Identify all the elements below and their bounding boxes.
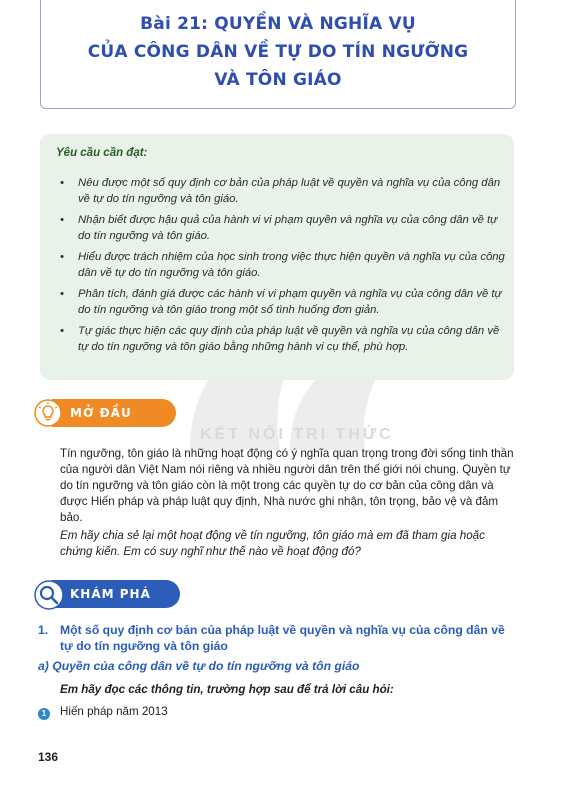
requirements-list (58, 176, 506, 361)
lesson-title-line3: VÀ TÔN GIÁO (214, 70, 342, 90)
watermark-text: KẾT NỐI TRI THỨC (200, 426, 394, 443)
requirement-item: • Phân tích, đánh giá được các hành vi vi phạm quyền và nghĩa vụ của công dân về tự do tín ngưỡng và tôn giáo trong một số tình huống đơn giản. (60, 288, 502, 316)
source-item (38, 705, 168, 720)
instruction-text: Em hãy đọc các thông tin, trường hợp sau để trả lời câu hỏi: (60, 683, 394, 696)
bullet-icon: • (60, 214, 64, 226)
section-title: Một số quy định cơ bản của pháp luật về quyền và nghĩa vụ của công dân về tự do tín ngưỡng và tôn giáo (60, 623, 505, 653)
magnifier-icon (34, 580, 64, 610)
intro-paragraph: Tín ngưỡng, tôn giáo là những hoạt động có ý nghĩa quan trọng trong đời sống tinh thần của người dân Việt Nam nói riêng và nhiều người dân trên thế giới nói chung. Quyền tự do tín ngưỡng và tôn giáo còn là một trong các quyền tự do cơ bản của công dân và được Hiến pháp và pháp luật quy định, Nhà nước ghi nhận, tôn trọng, bảo vệ và đảm bảo. (60, 447, 514, 524)
intro-question: Em hãy chia sẻ lại một hoạt động về tín ngưỡng, tôn giáo mà em đã tham gia hoặc chứng kiến. Em có suy nghĩ như thế nào về hoạt động đó? (60, 529, 485, 558)
subsection-heading: a) Quyền của công dân về tự do tín ngưỡng và tôn giáo (38, 659, 360, 673)
bullet-icon: • (60, 325, 64, 337)
section-number: 1. (38, 623, 49, 637)
kham-pha-label: KHÁM PHÁ (52, 580, 180, 608)
info-number-icon: 1 (38, 708, 50, 720)
requirement-item: • Nêu được một số quy định cơ bản của pháp luật về quyền và nghĩa vụ của công dân về tự do tín ngưỡng và tôn giáo. (60, 177, 501, 205)
lesson-title-box (40, 0, 516, 109)
bullet-icon: • (60, 288, 64, 300)
lightbulb-icon (34, 399, 62, 427)
lesson-title-line2: CỦA CÔNG DÂN VỀ TỰ DO TÍN NGƯỠNG (87, 42, 469, 62)
lesson-title-line1: Bài 21: QUYỀN VÀ NGHĨA VỤ (140, 14, 416, 34)
requirement-item: • Nhận biết được hậu quả của hành vi vi phạm quyền và nghĩa vụ của công dân về tự do tín ngưỡng và tôn giáo. (60, 214, 498, 242)
requirement-item: • Tự giác thực hiện các quy định của pháp luật về quyền và nghĩa vụ của công dân về tự do tín ngưỡng và tôn giáo bằng những hành vi cụ thể, phù hợp. (60, 325, 500, 353)
requirement-item: • Hiểu được trách nhiệm của học sinh trong việc thực hiện quyền và nghĩa vụ của công dân về tự do tín ngưỡng và tôn giáo. (60, 251, 505, 279)
requirements-heading: Yêu cầu cần đạt: (56, 147, 148, 159)
bullet-icon: • (60, 177, 64, 189)
mo-dau-label: MỞ ĐẦU (52, 399, 176, 427)
bullet-icon: • (60, 251, 64, 263)
source-text: Hiến pháp năm 2013 (60, 705, 168, 718)
requirements-box (40, 134, 514, 380)
page-number: 136 (38, 750, 59, 764)
